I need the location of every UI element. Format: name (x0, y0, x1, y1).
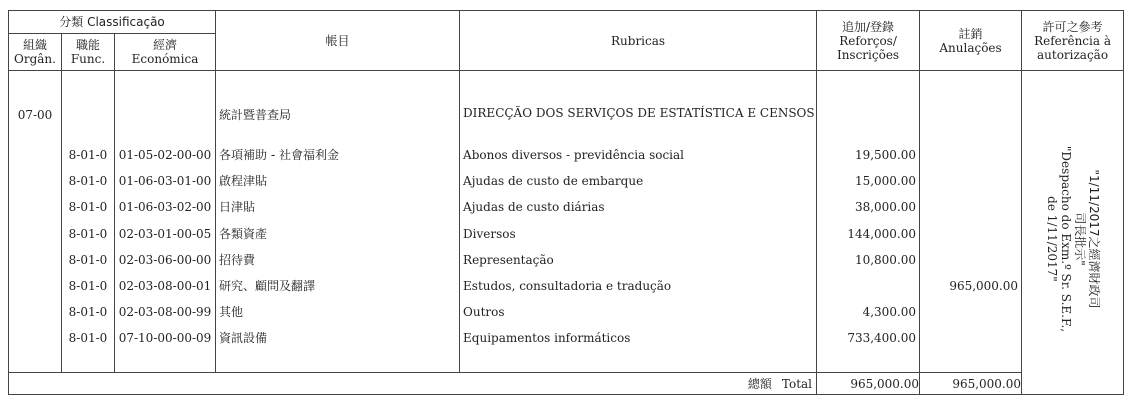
economica-code: 02-03-08-00-99 (118, 305, 212, 320)
funcional-column (62, 71, 115, 373)
autorizacao-column (1022, 71, 1124, 395)
reforco-amount: 4,300.00 (862, 305, 917, 320)
rubrica-label: Abonos diversos - previdência social (463, 148, 684, 162)
reforco-amount: 10,800.00 (854, 252, 917, 267)
anulacao-amount: 965,000.00 (949, 279, 1019, 293)
reforcos-header: 追加/登錄 Reforços/ Inscrições (817, 11, 920, 71)
conta-label: 各類資產 (219, 226, 268, 241)
funcional-code: 8-01-0 (68, 252, 108, 267)
rubrica-label: Equipamentos informáticos (463, 331, 631, 346)
organica-column (9, 71, 62, 373)
reforco-amount: 38,000.00 (854, 200, 917, 215)
reforco-amount: 15,000.00 (854, 174, 917, 189)
budget-table (8, 10, 1124, 395)
economica-code: 01-05-02-00-00 (118, 148, 212, 162)
economica-code: 07-10-00-00-09 (118, 331, 212, 346)
economica-column (115, 71, 216, 373)
rubrica-label: Diversos (463, 226, 516, 241)
funcional-code: 8-01-0 (68, 174, 108, 189)
anulacoes-column (920, 71, 1022, 373)
total-anulacoes: 965,000.00 (920, 373, 1022, 395)
reforco-amount: 144,000.00 (847, 226, 917, 241)
conta-label: 其他 (219, 305, 244, 320)
reforcos-column (817, 71, 920, 373)
anulacao-amount (920, 303, 1021, 321)
economica-code: 02-03-06-00-00 (118, 252, 212, 267)
conta-label: 資訊設備 (219, 331, 268, 346)
rubricas-header: Rubricas (460, 11, 817, 71)
anulacao-amount (920, 251, 1021, 269)
reforco-amount (817, 277, 919, 295)
economica-code: 02-03-01-00-05 (118, 226, 212, 241)
economica-code: 01-06-03-01-00 (118, 174, 212, 189)
economica-code: 02-03-08-00-01 (118, 279, 212, 293)
anulacao-amount (920, 329, 1021, 347)
conta-label: 各項補助 - 社會福利金 (219, 148, 339, 162)
conta-column (216, 71, 460, 373)
organica-code: 07-00 (17, 108, 53, 122)
anulacao-amount (920, 172, 1021, 190)
funcional-code: 8-01-0 (68, 305, 108, 320)
rubrica-label: Ajudas de custo diárias (463, 200, 605, 215)
conta-label: 研究、顧問及翻譯 (219, 279, 316, 293)
conta-label: 啟程津貼 (219, 174, 268, 189)
funcional-code: 8-01-0 (68, 331, 108, 346)
anulacao-amount (920, 146, 1021, 164)
anulacao-amount (920, 225, 1021, 243)
classificacao-header: 分類 Classificação (9, 11, 216, 34)
rubricas-column (460, 71, 817, 373)
funcional-code: 8-01-0 (68, 200, 108, 215)
rubrica-label: Outros (463, 305, 505, 320)
total-label-pt: Total (781, 377, 813, 391)
anulacao-amount (920, 198, 1021, 216)
section-rubrica: DIRECÇÃO DOS SERVIÇOS DE ESTATÍSTICA E CENSOS (463, 106, 815, 120)
funcional-header: 職能 Func. (62, 34, 115, 71)
funcional-code: 8-01-0 (68, 148, 108, 162)
reforco-amount: 19,500.00 (854, 148, 917, 162)
conta-label: 日津貼 (219, 200, 256, 215)
total-reforcos: 965,000.00 (817, 373, 920, 395)
economica-code: 01-06-03-02-00 (118, 200, 212, 215)
rubrica-label: Ajudas de custo de embarque (463, 174, 644, 189)
funcional-code: 8-01-0 (68, 226, 108, 241)
economica-header: 經濟 Económica (115, 34, 216, 71)
funcional-code: 8-01-0 (68, 279, 108, 293)
rubrica-label: Estudos, consultadoria e tradução (463, 279, 672, 293)
total-label-cell (9, 373, 817, 395)
anulacoes-header: 註銷 Anulações (920, 11, 1022, 71)
organica-header: 組織 Orgân. (9, 34, 62, 71)
conta-header: 帳目 (216, 11, 460, 71)
autorizacao-note: "1/11/2017之經濟財政司 司長批示" "Despacho do Exm.º Sr. S.E.F., de 1/11/2017" (1044, 145, 1101, 333)
autorizacao-header: 許可之參考 Referência à autorização (1022, 11, 1124, 71)
total-label-zh: 總額 (747, 377, 772, 391)
conta-label: 招待費 (219, 252, 256, 267)
rubrica-label: Representação (463, 252, 554, 267)
section-conta: 統計暨普查局 (219, 108, 292, 122)
reforco-amount: 733,400.00 (847, 331, 917, 346)
